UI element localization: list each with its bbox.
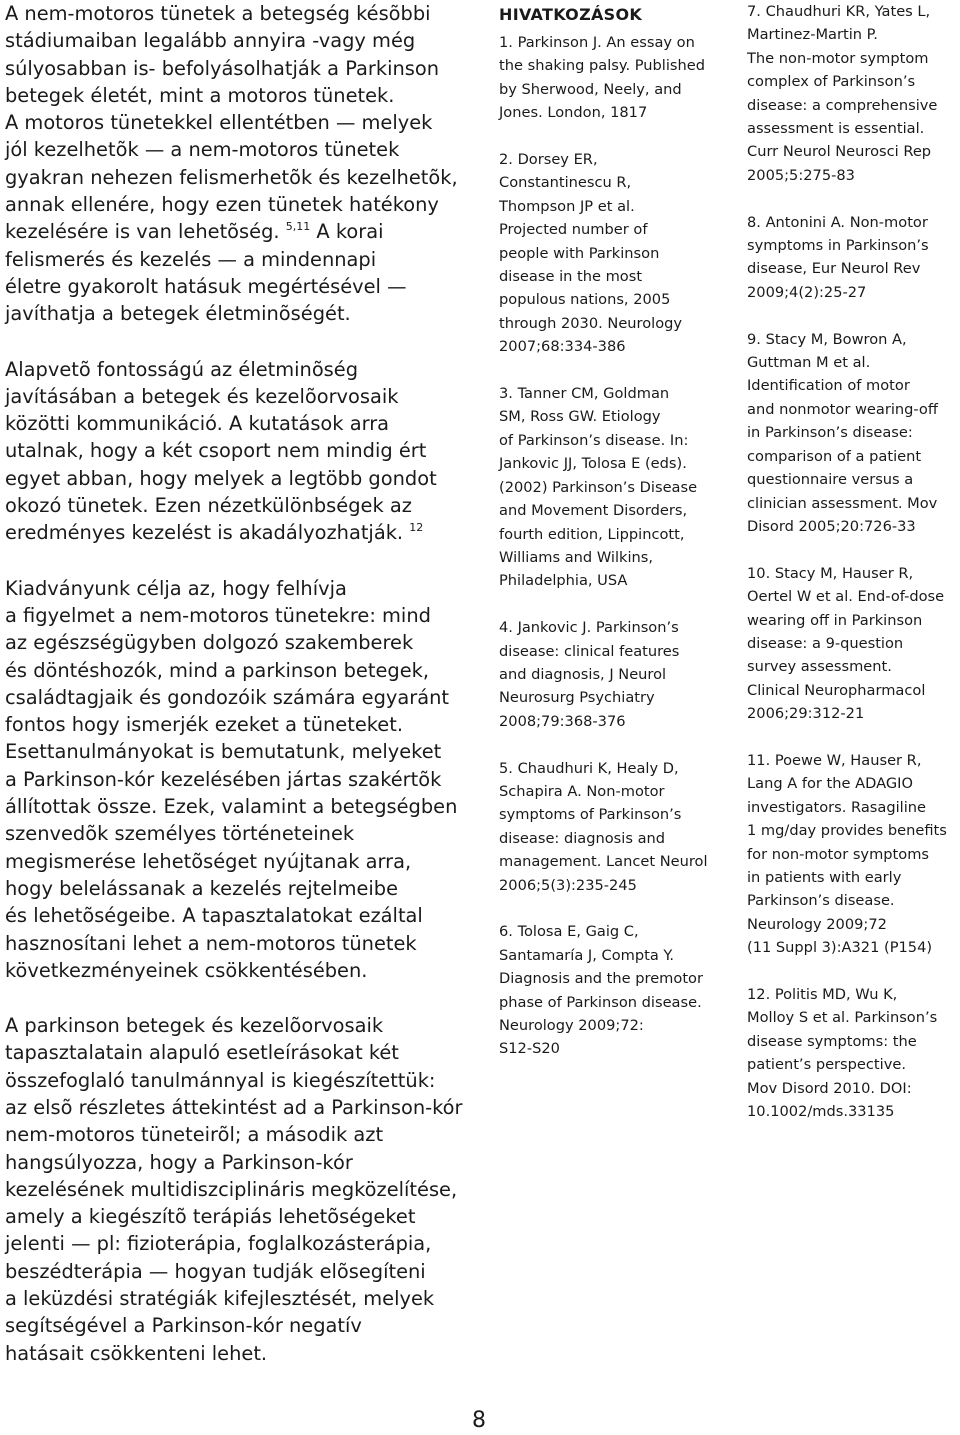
text-line: nem-motoros tüneteirõl; a második azt — [5, 1123, 384, 1147]
text-line: a leküzdési stratégiák kifejlesztését, melyek — [5, 1287, 435, 1311]
text-line: Esettanulmányokat is bemutatunk, melyeket — [5, 740, 442, 764]
text-line: hatásait csökkenteni lehet. — [5, 1341, 268, 1365]
reference-list-2 — [747, 0, 960, 1123]
reference-line: wearing off in Parkinson — [747, 611, 923, 629]
reference-line: complex of Parkinson’s — [747, 73, 916, 91]
reference-line: disease: a 9-question — [747, 634, 904, 652]
reference-line: 1 mg/day provides benefits — [747, 822, 947, 840]
reference-line: 2008;79:368-376 — [499, 712, 626, 730]
reference-line: Projected number of — [499, 221, 648, 239]
reference-line: 2005;5:275-83 — [747, 166, 855, 184]
reference-line: 11. Poewe W, Hauser R, — [747, 751, 922, 769]
text-line: és döntéshozók, mind a parkinson betegek, — [5, 658, 430, 682]
reference-line: 10. Stacy M, Hauser R, — [747, 564, 914, 582]
reference-line: management. Lancet Neurol — [499, 853, 708, 871]
text-line: A nem-motoros tünetek a betegség késõbbi — [5, 2, 431, 25]
reference-line: Diagnosis and the premotor — [499, 970, 703, 988]
text-line: összefoglaló tanulmánnyal is kiegészítettük: — [5, 1068, 436, 1092]
text-line: következményeinek csökkentésében. — [5, 958, 368, 982]
text-line: felismerés és kezelés — a mindennapi — [5, 247, 377, 271]
reference-line: disease, Eur Neurol Rev — [747, 260, 921, 278]
text-line: életre gyakorolt hatásuk megértésével — — [5, 274, 407, 298]
reference-line: clinician assessment. Mov — [747, 494, 938, 512]
reference-item — [747, 328, 960, 539]
reference-line: 9. Stacy M, Bowron A, — [747, 330, 907, 348]
reference-line: in Parkinson’s disease: — [747, 424, 913, 442]
reference-line: Santamaría J, Compta Y. — [499, 946, 674, 964]
reference-line: and nonmotor wearing-off — [747, 400, 938, 418]
text-line: A parkinson betegek és kezelõorvosaik — [5, 1014, 384, 1038]
reference-line: symptoms in Parkinson’s — [747, 237, 929, 255]
reference-line: Curr Neurol Neurosci Rep — [747, 143, 932, 161]
reference-line: phase of Parkinson disease. — [499, 993, 702, 1011]
reference-item — [747, 211, 960, 305]
reference-line: Oertel W et al. End-of-dose — [747, 588, 945, 606]
reference-line: 2006;5(3):235-245 — [499, 876, 637, 894]
paragraph-3 — [5, 575, 475, 984]
text-line: családtagjaik és gondozóik számára egyaránt — [5, 685, 450, 709]
reference-line: 7. Chaudhuri KR, Yates L, — [747, 3, 931, 20]
reference-line: (2002) Parkinson’s Disease — [499, 478, 698, 496]
reference-item — [499, 31, 724, 125]
reference-line: Molloy S et al. Parkinson’s — [747, 1009, 938, 1027]
references-column-2 — [747, 0, 960, 1147]
text-line: szenvedõk személyes történeteinek — [5, 822, 355, 846]
reference-line: Jones. London, 1817 — [499, 104, 648, 122]
reference-line: and diagnosis, J Neurol — [499, 665, 667, 683]
text-line: egyet abban, hogy melyek a legtöbb gondot — [5, 466, 437, 490]
reference-line: Identification of motor — [747, 377, 910, 395]
reference-line: assessment is essential. — [747, 120, 925, 138]
paragraph-3-lines — [5, 575, 475, 984]
references-heading: HIVATKOZÁSOK — [499, 5, 643, 24]
text-line: javításában a betegek és kezelõorvosaik — [5, 384, 399, 408]
reference-item — [499, 616, 724, 733]
reference-line: disease: diagnosis and — [499, 829, 666, 847]
reference-line: Clinical Neuropharmacol — [747, 681, 926, 699]
text-line: jelenti — pl: fizioterápia, foglalkozásterápia, — [5, 1232, 432, 1256]
reference-line: 5. Chaudhuri K, Healy D, — [499, 759, 679, 777]
reference-line: and Movement Disorders, — [499, 502, 688, 520]
reference-line: for non-motor symptoms — [747, 845, 930, 863]
text-line: közötti kommunikáció. A kutatások arra — [5, 412, 390, 436]
reference-item — [747, 0, 960, 187]
text-line: tapasztalatain alapuló esetleírásokat két — [5, 1041, 399, 1065]
reference-line: Constantinescu R, — [499, 174, 632, 192]
sup-line-text: eredményes kezelést is akadályozhatják. — [5, 521, 404, 545]
reference-line: 2. Dorsey ER, — [499, 151, 598, 169]
reference-line: Neurology 2009;72: — [499, 1016, 644, 1034]
text-line: súlyosabban is- befolyásolhatják a Parkinson — [5, 56, 440, 80]
paragraph-2-sup-line — [5, 519, 475, 546]
text-line: és lehetõségeibe. A tapasztalatokat ezáltal — [5, 904, 423, 928]
reference-line: by Sherwood, Neely, and — [499, 80, 682, 98]
reference-item — [747, 562, 960, 726]
text-line: az elsõ részletes áttekintést ad a Parkinson-kór — [5, 1095, 463, 1119]
text-line: javíthatja a betegek életminõségét. — [5, 302, 351, 326]
reference-line: 2007;68:334-386 — [499, 338, 626, 356]
reference-line: fourth edition, Lippincott, — [499, 525, 685, 543]
text-line: Alapvetõ fontosságú az életminõség — [5, 357, 359, 381]
text-line: megismerése lehetõséget nyújtanak arra, — [5, 849, 412, 873]
reference-line: 6. Tolosa E, Gaig C, — [499, 923, 639, 941]
text-line: betegek életét, mint a motoros tünetek. — [5, 83, 395, 107]
text-line: állítottak össze. Ezek, valamint a betegségben — [5, 795, 458, 819]
reference-line: Jankovic JJ, Tolosa E (eds). — [499, 455, 687, 473]
citation-superscript: 12 — [409, 521, 424, 535]
page-number: 8 — [472, 1408, 486, 1433]
reference-line: questionnaire versus a — [747, 471, 914, 489]
paragraph-1-lines — [5, 0, 475, 218]
text-line: utalnak, hogy a két csoport nem mindig ért — [5, 439, 427, 463]
citation-superscript: 5,11 — [285, 220, 311, 234]
reference-line: populous nations, 2005 — [499, 291, 671, 309]
paragraph-2-lines — [5, 356, 475, 520]
reference-line: through 2030. Neurology — [499, 314, 683, 332]
reference-item — [499, 757, 724, 897]
reference-line: patient’s perspective. — [747, 1056, 906, 1074]
reference-line: Lang A for the ADAGIO — [747, 775, 913, 793]
text-line: segítségével a Parkinson-kór negatív — [5, 1314, 362, 1338]
reference-line: in patients with early — [747, 868, 902, 886]
paragraph-1-lines-b — [5, 246, 475, 328]
reference-line: investigators. Rasagiline — [747, 798, 927, 816]
reference-line: Neurosurg Psychiatry — [499, 689, 655, 707]
text-line: hogy belelássanak a kezelés rejtelmeibe — [5, 876, 399, 900]
reference-line: Guttman M et al. — [747, 354, 871, 372]
text-line: A motoros tünetekkel ellentétben — melyek — [5, 111, 433, 135]
text-line: gyakran nehezen felismerhetõk és kezelhetõk, — [5, 165, 458, 189]
reference-line: 3. Tanner CM, Goldman — [499, 385, 670, 403]
reference-line: 1. Parkinson J. An essay on — [499, 34, 695, 51]
reference-line: the shaking palsy. Published — [499, 57, 706, 75]
reference-list-1 — [499, 31, 724, 1061]
reference-line: Thompson JP et al. — [499, 197, 635, 215]
reference-line: Martinez-Martin P. — [747, 26, 878, 44]
text-line: beszédterápia — hogyan tudják elõsegíteni — [5, 1259, 426, 1283]
text-line: kezelésének multidiszciplináris megközelítése, — [5, 1177, 458, 1201]
text-line: hangsúlyozza, hogy a Parkinson-kór — [5, 1150, 353, 1174]
reference-line: 2006;29:312-21 — [747, 705, 865, 723]
reference-line: survey assessment. — [747, 658, 892, 676]
main-text-column — [5, 0, 475, 1367]
reference-line: Neurology 2009;72 — [747, 915, 887, 933]
reference-line: disease: clinical features — [499, 642, 680, 660]
reference-line: 8. Antonini A. Non-motor — [747, 213, 928, 231]
reference-line: 12. Politis MD, Wu K, — [747, 985, 898, 1003]
references-column-1 — [499, 0, 724, 1084]
text-line: hasznosítani lehet a nem-motoros tünetek — [5, 931, 417, 955]
reference-line: SM, Ross GW. Etiology — [499, 408, 661, 426]
text-line: fontos hogy ismerjék ezeket a tüneteket. — [5, 713, 403, 737]
reference-item — [747, 983, 960, 1123]
paragraph-1-sup-line — [5, 218, 475, 245]
paragraph-1 — [5, 0, 475, 328]
text-line: a Parkinson-kór kezelésében jártas szakértõk — [5, 767, 442, 791]
reference-line: people with Parkinson — [499, 244, 660, 262]
text-line: stádiumaiban legalább annyira -vagy még — [5, 29, 416, 53]
reference-item — [499, 920, 724, 1060]
reference-item — [499, 148, 724, 359]
reference-line: S12-S20 — [499, 1040, 560, 1058]
sup-line-text-after: A korai — [316, 220, 384, 244]
reference-line: disease: a comprehensive — [747, 96, 938, 114]
text-line: Kiadványunk célja az, hogy felhívja — [5, 576, 347, 600]
reference-line: disease symptoms: the — [747, 1032, 917, 1050]
reference-line: Disord 2005;20:726-33 — [747, 517, 916, 535]
reference-line: comparison of a patient — [747, 447, 922, 465]
paragraph-4 — [5, 1012, 475, 1367]
paragraph-4-lines — [5, 1012, 475, 1367]
reference-line: Mov Disord 2010. DOI: — [747, 1079, 912, 1097]
reference-line: Parkinson’s disease. — [747, 892, 895, 910]
text-line: jól kezelhetõk — a nem-motoros tünetek — [5, 138, 400, 162]
reference-line: 2009;4(2):25-27 — [747, 283, 867, 301]
reference-line: The non-motor symptom — [747, 49, 929, 67]
reference-line: Schapira A. Non-motor — [499, 782, 665, 800]
reference-item — [499, 382, 724, 593]
reference-line: 10.1002/mds.33135 — [747, 1103, 895, 1121]
text-line: az egészségügyben dolgozó szakemberek — [5, 631, 414, 655]
reference-line: Williams and Wilkins, — [499, 548, 654, 566]
reference-item — [747, 749, 960, 960]
paragraph-2 — [5, 356, 475, 547]
reference-line: disease in the most — [499, 268, 643, 286]
reference-line: (11 Suppl 3):A321 (P154) — [747, 939, 933, 957]
reference-line: symptoms of Parkinson’s — [499, 806, 682, 824]
reference-line: of Parkinson’s disease. In: — [499, 431, 689, 449]
text-line: amely a kiegészítõ terápiás lehetõségeket — [5, 1205, 416, 1229]
reference-line: Philadelphia, USA — [499, 572, 628, 590]
text-line: okozó tünetek. Ezen nézetkülönbségek az — [5, 494, 412, 518]
text-line: a figyelmet a nem-motoros tünetekre: mind — [5, 603, 431, 627]
reference-line: 4. Jankovic J. Parkinson’s — [499, 619, 679, 637]
text-line: annak ellenére, hogy ezen tünetek hatékony — [5, 193, 439, 217]
sup-line-text: kezelésére is van lehetõség. — [5, 220, 280, 244]
